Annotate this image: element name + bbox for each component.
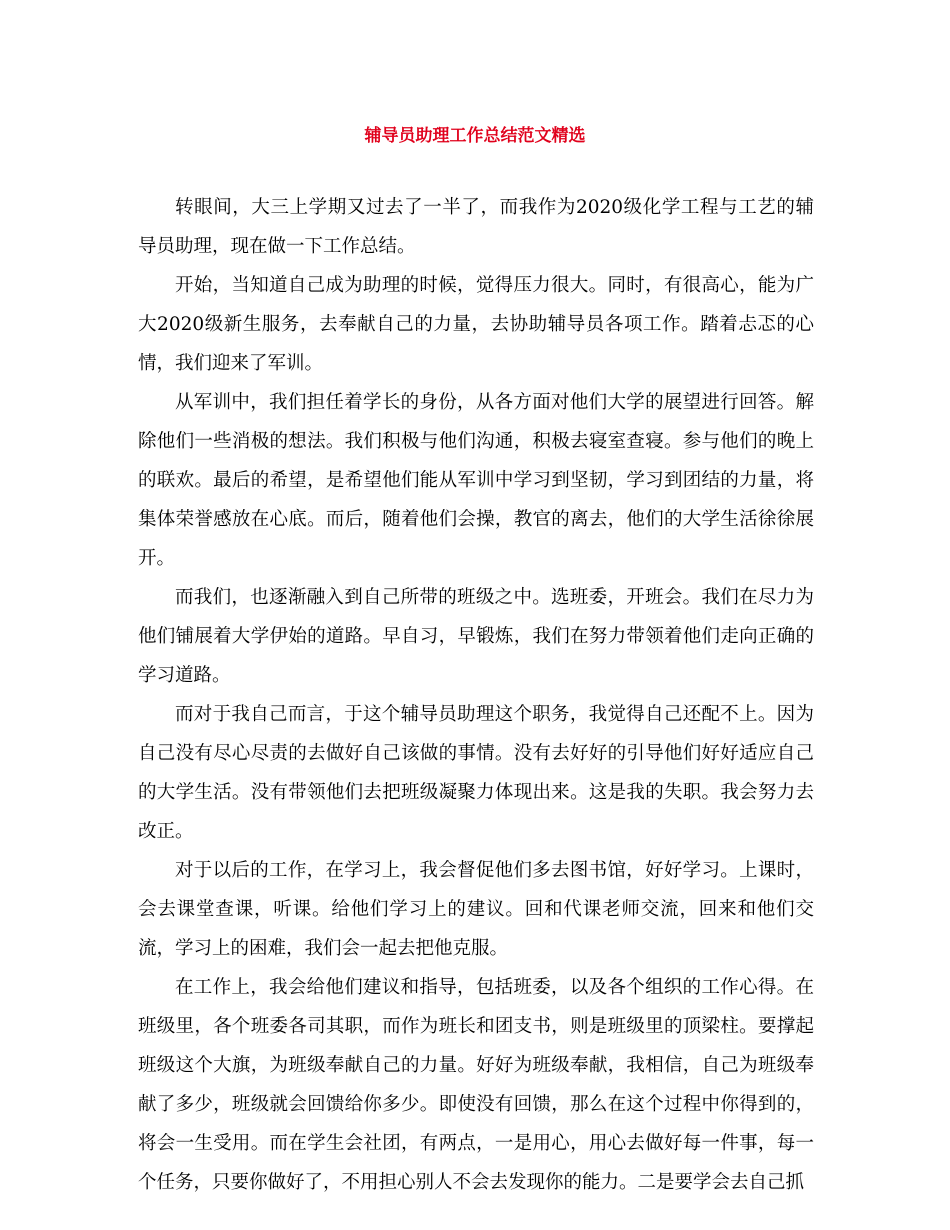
document-body [138,188,814,1202]
paragraph: 转眼间，大三上学期又过去了一半了，而我作为2020级化学工程与工艺的辅导员助理，现在做一下工作总结。 [138,197,814,257]
paragraph: 在工作上，我会给他们建议和指导，包括班委，以及各个组织的工作心得。在班级里，各个班委各司其职，而作为班长和团支书，则是班级里的顶梁柱。要撑起班级这个大旗，为班级奉献自己的力量。好好为班级奉献，我相信，自己为班级奉献了多少，班级就会回馈给你多少。即使没有回馈，那么在这个过程中你得到的，将会一生受用。而在学生会社团，有两点，一是用心，用心去做好每一件事，每一个任务，只要你做好了，不用担心别人不会去发现你的能力。二是要学会去自己抓 [138,977,814,1193]
paragraph: 开始，当知道自己成为助理的时候，觉得压力很大。同时，有很高心，能为广大2020级新生服务，去奉献自己的力量，去协助辅导员各项工作。踏着忐忑的心情，我们迎来了军训。 [138,275,814,374]
paragraph: 而对于我自己而言，于这个辅导员助理这个职务，我觉得自己还配不上。因为自己没有尽心尽责的去做好自己该做的事情。没有去好好的引导他们好好适应自己的大学生活。没有带领他们去把班级凝聚力体现出来。这是我的失职。我会努力去改正。 [138,704,814,842]
paragraph: 而我们，也逐渐融入到自己所带的班级之中。选班委，开班会。我们在尽力为他们铺展着大学伊始的道路。早自习，早锻炼，我们在努力带领着他们走向正确的学习道路。 [138,587,814,686]
paragraph: 从军训中，我们担任着学长的身份，从各方面对他们大学的展望进行回答。解除他们一些消极的想法。我们积极与他们沟通，积极去寝室查寝。参与他们的晚上的联欢。最后的希望，是希望他们能从军训中学习到坚韧，学习到团结的力量，将集体荣誉感放在心底。而后，随着他们会操，教官的离去，他们的大学生活徐徐展开。 [138,392,814,569]
document-title: 辅导员助理工作总结范文精选 [364,126,586,146]
paragraph: 对于以后的工作，在学习上，我会督促他们多去图书馆，好好学习。上课时，会去课堂查课，听课。给他们学习上的建议。回和代课老师交流，回来和他们交流，学习上的困难，我们会一起去把他克服。 [138,860,814,959]
